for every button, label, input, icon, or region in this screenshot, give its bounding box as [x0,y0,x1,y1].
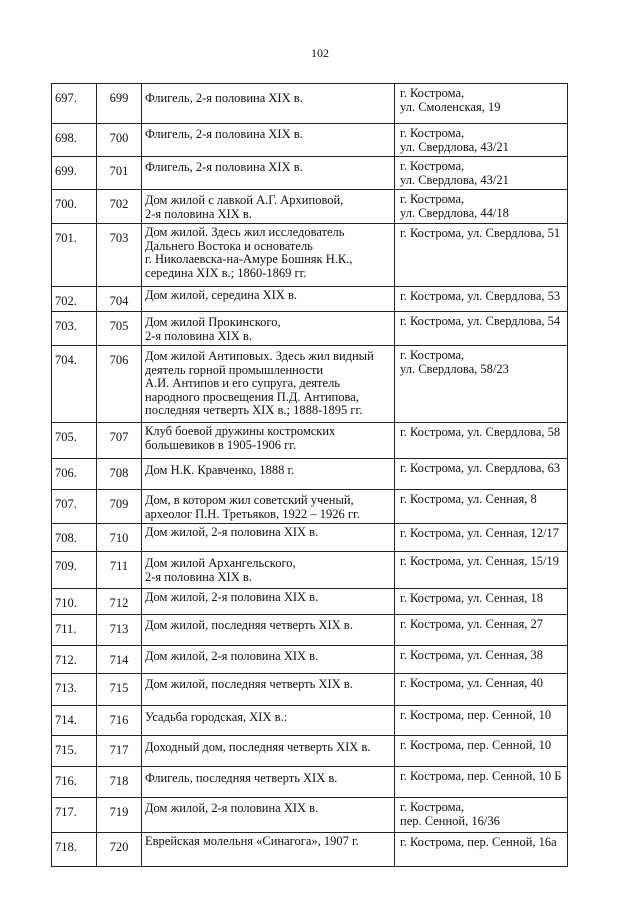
object-name [142,287,395,312]
row-number: 702 [97,190,142,224]
row-index: 702. [52,287,97,312]
object-address [395,589,568,615]
object-name [142,736,395,767]
object-address-line: ул. Смоленская, 19 [400,99,501,114]
object-address-line: г. Кострома, ул. Сенная, 12/17 [400,526,559,540]
row-index: 718. [52,833,97,867]
table-row [52,84,568,124]
object-name-line: Дальнего Востока и основатель [145,238,313,253]
table-row [52,615,568,646]
row-index: 714. [52,706,97,736]
row-number: 705 [97,312,142,346]
object-name-line: 2-я половина XIX в. [145,569,252,584]
table-row [52,346,568,423]
object-name [142,459,395,490]
object-address-line: пер. Сенной, 16/36 [400,813,500,828]
object-name-line: Флигель, последняя четверть XIX в. [145,771,338,785]
row-index: 715. [52,736,97,767]
row-index: 716. [52,767,97,798]
table-row [52,490,568,524]
object-address-line: г. Кострома, пер. Сенной, 10 [400,738,552,752]
row-number: 706 [97,346,142,423]
object-address [395,552,568,589]
row-index: 701. [52,224,97,287]
row-index: 710. [52,589,97,615]
object-name [142,157,395,190]
object-name-line: Дом жилой Прокинского, [145,315,281,329]
row-index: 711. [52,615,97,646]
object-address [395,798,568,833]
object-name [142,833,395,867]
object-address [395,674,568,706]
object-name-line: Дом жилой, 2-я половина XIX в. [145,649,319,663]
object-address-line: г. Кострома, ул. Свердлова, 58 [400,425,561,439]
object-name-line: Дом жилой, середина XIX в. [145,288,297,302]
object-name-line: Доходный дом, последняя четверть XIX в. [145,740,371,754]
object-name-line: Дом жилой Антиповых. Здесь жил видный [145,349,374,363]
row-number: 700 [97,124,142,157]
object-name [142,552,395,589]
object-address [395,646,568,674]
row-index: 704. [52,346,97,423]
object-address-line: г. Кострома, ул. Сенная, 15/19 [400,554,559,568]
row-index: 703. [52,312,97,346]
row-number: 714 [97,646,142,674]
row-number: 708 [97,459,142,490]
row-number: 711 [97,552,142,589]
object-address-line: ул. Свердлова, 43/21 [400,139,509,154]
object-address-line: г. Кострома, ул. Сенная, 40 [400,676,543,690]
object-name [142,798,395,833]
row-number: 719 [97,798,142,833]
object-name-line: народного просвещения П.Д. Антипова, [145,389,359,404]
table-row [52,833,568,867]
row-index: 713. [52,674,97,706]
table-row [52,287,568,312]
object-name [142,346,395,423]
object-address [395,312,568,346]
table-row [52,706,568,736]
row-index: 700. [52,190,97,224]
object-address [395,767,568,798]
object-address [395,736,568,767]
object-address [395,84,568,124]
row-index: 709. [52,552,97,589]
object-name [142,524,395,552]
object-address [395,157,568,190]
table-row [52,459,568,490]
object-address-line: г. Кострома, [400,800,465,814]
object-address [395,490,568,524]
object-name-line: Флигель, 2-я половина XIX в. [145,91,303,105]
object-name-line: археолог П.Н. Третьяков, 1922 – 1926 гг. [145,506,360,521]
object-address-line: г. Кострома, ул. Сенная, 27 [400,617,543,631]
object-address-line: г. Кострома, ул. Свердлова, 54 [400,314,561,328]
object-name-line: Дом жилой, 2-я половина XIX в. [145,525,319,539]
object-name-line: Дом жилой, последняя четверть XIX в. [145,618,353,632]
row-number: 699 [97,84,142,124]
row-number: 713 [97,615,142,646]
object-address-line: г. Кострома, [400,192,465,206]
object-name-line: А.И. Антипов и его супруга, деятель [145,376,341,390]
object-address [395,423,568,459]
object-name-line: 2-я половина XIX в. [145,206,252,221]
table-row [52,736,568,767]
object-address-line: г. Кострома, ул. Свердлова, 53 [400,289,561,303]
row-number: 717 [97,736,142,767]
page-number: 102 [311,46,329,60]
row-number: 715 [97,674,142,706]
row-number: 707 [97,423,142,459]
object-address-line: ул. Свердлова, 44/18 [400,205,509,220]
table-row [52,190,568,224]
object-address-line: г. Кострома, пер. Сенной, 16а [400,835,557,849]
object-address-line: г. Кострома, пер. Сенной, 10 Б [400,769,562,783]
object-name-line: г. Николаевска-на-Амуре Бошняк Н.К., [145,252,353,266]
table-row [52,224,568,287]
object-address-line: г. Кострома, ул. Свердлова, 51 [400,226,561,240]
row-number: 712 [97,589,142,615]
object-address [395,224,568,287]
object-address [395,833,568,867]
row-index: 697. [52,84,97,124]
object-address-line: г. Кострома, [400,348,465,362]
object-name-line: Дом, в котором жил советский ученый, [145,493,354,507]
table-row [52,524,568,552]
row-index: 698. [52,124,97,157]
object-name-line: Дом жилой, 2-я половина XIX в. [145,590,319,604]
object-name-line: Еврейская молельня «Синагога», 1907 г. [145,834,359,848]
table-row [52,312,568,346]
object-address [395,346,568,423]
object-address-line: г. Кострома, пер. Сенной, 10 [400,708,552,722]
object-address-line: г. Кострома, ул. Сенная, 38 [400,648,543,662]
object-address-line: ул. Свердлова, 58/23 [400,361,509,376]
object-name [142,490,395,524]
object-name [142,767,395,798]
table-row [52,674,568,706]
row-number: 704 [97,287,142,312]
object-name-line: Усадьба городская, XIX в.: [145,710,288,724]
table-row [52,423,568,459]
row-index: 705. [52,423,97,459]
object-address-line: г. Кострома, [400,86,465,100]
object-name [142,706,395,736]
object-name [142,84,395,124]
row-number: 716 [97,706,142,736]
object-name [142,615,395,646]
table-row [52,589,568,615]
object-address-line: ул. Свердлова, 43/21 [400,172,509,187]
object-name-line: Флигель, 2-я половина XIX в. [145,160,303,174]
row-number: 710 [97,524,142,552]
row-index: 699. [52,157,97,190]
object-address [395,190,568,224]
row-index: 708. [52,524,97,552]
row-number: 701 [97,157,142,190]
object-name [142,190,395,224]
object-address [395,287,568,312]
object-address-line: г. Кострома, ул. Сенная, 18 [400,591,543,605]
object-name [142,674,395,706]
object-name-line: Клуб боевой дружины костромских [145,424,336,438]
object-address [395,615,568,646]
row-number: 718 [97,767,142,798]
object-name-line: Дом жилой, последняя четверть XIX в. [145,677,353,691]
object-name-line: Флигель, 2-я половина XIX в. [145,127,303,141]
table-row [52,157,568,190]
object-name-line: Дом жилой с лавкой А.Г. Архиповой, [145,193,344,207]
object-address [395,524,568,552]
row-number: 703 [97,224,142,287]
object-name-line: Дом жилой Архангельского, [145,556,296,570]
object-name [142,589,395,615]
object-name-line: последняя четверть XIX в.; 1888-1895 гг. [145,403,363,417]
row-index: 707. [52,490,97,524]
object-name-line: большевиков в 1905-1906 гг. [145,437,297,452]
row-number: 709 [97,490,142,524]
object-address [395,124,568,157]
object-address [395,706,568,736]
object-address-line: г. Кострома, [400,126,465,140]
object-address [395,459,568,490]
object-name [142,646,395,674]
object-name-line: 2-я половина XIX в. [145,328,252,343]
object-name-line: середина XIX в.; 1860-1869 гг. [145,265,307,280]
object-address-line: г. Кострома, ул. Сенная, 8 [400,492,537,506]
row-index: 712. [52,646,97,674]
object-name-line: Дом жилой, 2-я половина XIX в. [145,801,319,815]
object-address-line: г. Кострома, [400,159,465,173]
object-name-line: деятель горной промышленности [145,362,324,377]
object-address-line: г. Кострома, ул. Свердлова, 63 [400,461,561,475]
object-name-line: Дом жилой. Здесь жил исследователь [145,225,345,239]
table-row [52,767,568,798]
row-index: 706. [52,459,97,490]
monuments-table [51,83,568,867]
table-row [52,798,568,833]
object-name-line: Дом Н.К. Кравченко, 1888 г. [145,463,295,477]
object-name [142,124,395,157]
table-row [52,646,568,674]
row-index: 717. [52,798,97,833]
row-number: 720 [97,833,142,867]
object-name [142,224,395,287]
object-name [142,312,395,346]
object-name [142,423,395,459]
table-row [52,124,568,157]
table-row [52,552,568,589]
